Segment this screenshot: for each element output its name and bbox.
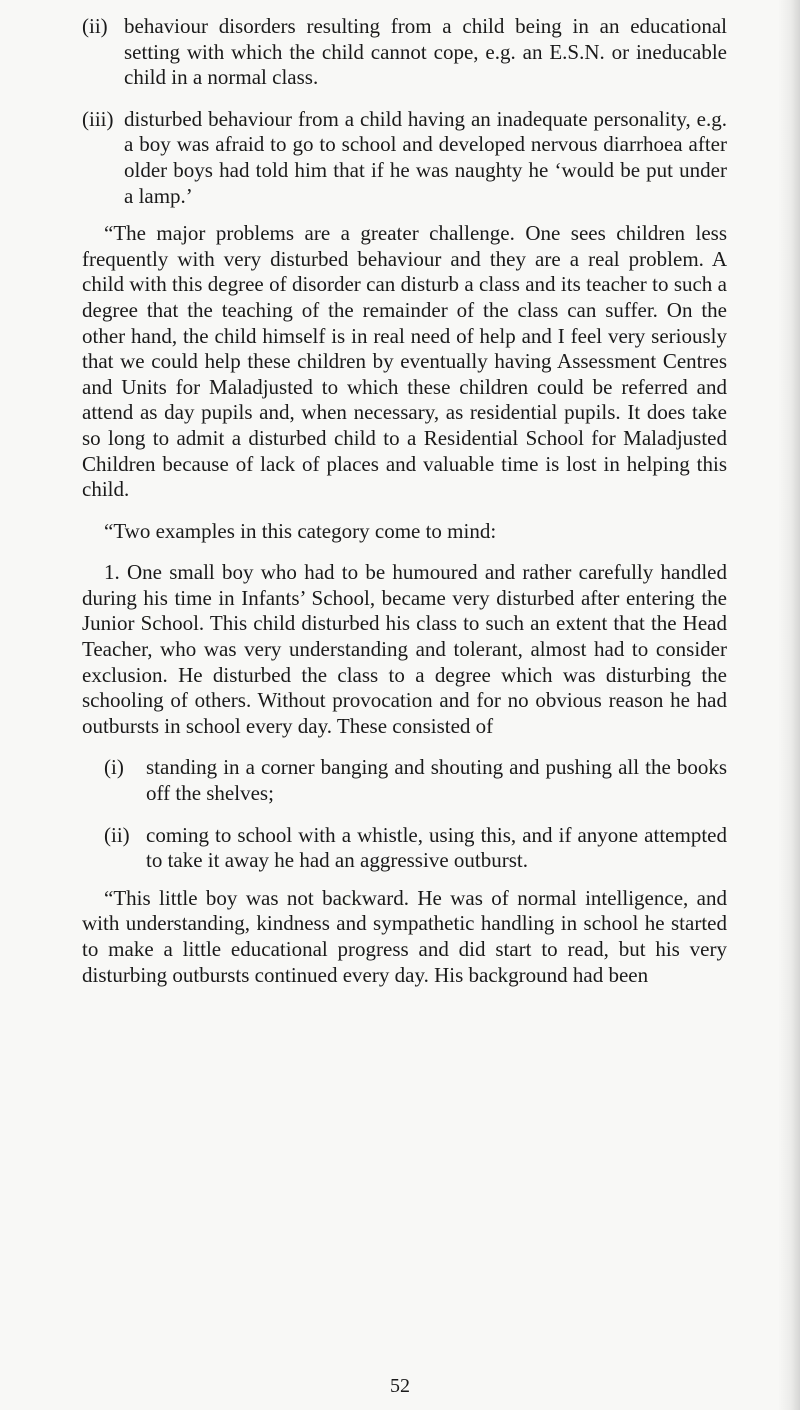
list-item-iii-label: (iii) — [82, 106, 114, 131]
list-item-ii-text: behaviour disorders resulting from a child being in an educational setting with which the child cannot cope, e.g. an E.S.N. or ineducable child in a normal class. — [124, 14, 727, 90]
sub-item-i-label: (i) — [104, 755, 124, 780]
sub-item-i-text: standing in a corner banging and shouting and pushing all the books off the shelves; — [146, 755, 727, 806]
list-item-ii — [82, 14, 727, 91]
paragraph-little-boy: “This little boy was not backward. He was of normal intelligence, and with understanding, kindness and sympathetic handling in school he started to make a little educational progress and did start to read, but his very disturbing outbursts continued every day. His background had been — [82, 885, 727, 987]
sub-item-ii — [104, 823, 727, 874]
paragraph-two-examples: “Two examples in this category come to mind: — [104, 518, 497, 543]
paragraph-major-problems: “The major problems are a greater challenge. One sees children less frequently with very disturbed behaviour and they are a real problem. A child with this degree of disorder can disturb a class and its teacher to such a degree that the teaching of the remainder of the class can suffer. On the other hand, the child himself is in real need of help and I feel very seriously that we could help these children by eventually having Assessment Centres and Units for Maladjusted to which these children could be referred and attend as day pupils and, when necessary, as residential pupils. It does take so long to admit a disturbed child to a Residential School for Maladjusted Children because of lack of places and valuable time is lost in helping this child. — [82, 221, 727, 502]
body-text — [82, 14, 727, 988]
list-item-ii-label: (ii) — [82, 14, 108, 38]
sub-item-ii-label: (ii) — [104, 822, 130, 847]
page-number: 52 — [390, 1375, 410, 1397]
sub-item-ii-text: coming to school with a whistle, using this, and if anyone attempted to take it away he had an aggressive outburst. — [146, 822, 727, 873]
sub-item-i — [104, 755, 727, 806]
list-item-iii-text: disturbed behaviour from a child having an inadequate personality, e.g. a boy was afraid to go to school and developed nervous diarrhoea after older boys had told him that if he was naughty he ‘would be put under a lamp.’ — [124, 106, 727, 208]
page-edge-shadow — [778, 0, 800, 1410]
list-item-iii — [82, 107, 727, 209]
paragraph-example-1: 1. One small boy who had to be humoured and rather carefully handled during his time in Infants’ School, became very disturbed after entering the Junior School. This child disturbed his class to such an extent that the Head Teacher, who was very understanding and tolerant, almost had to consider exclusion. He disturbed the class to a degree which was disturbing the schooling of others. Without provocation and for no obvious reason he had outbursts in school every day. These consisted of — [82, 560, 727, 738]
